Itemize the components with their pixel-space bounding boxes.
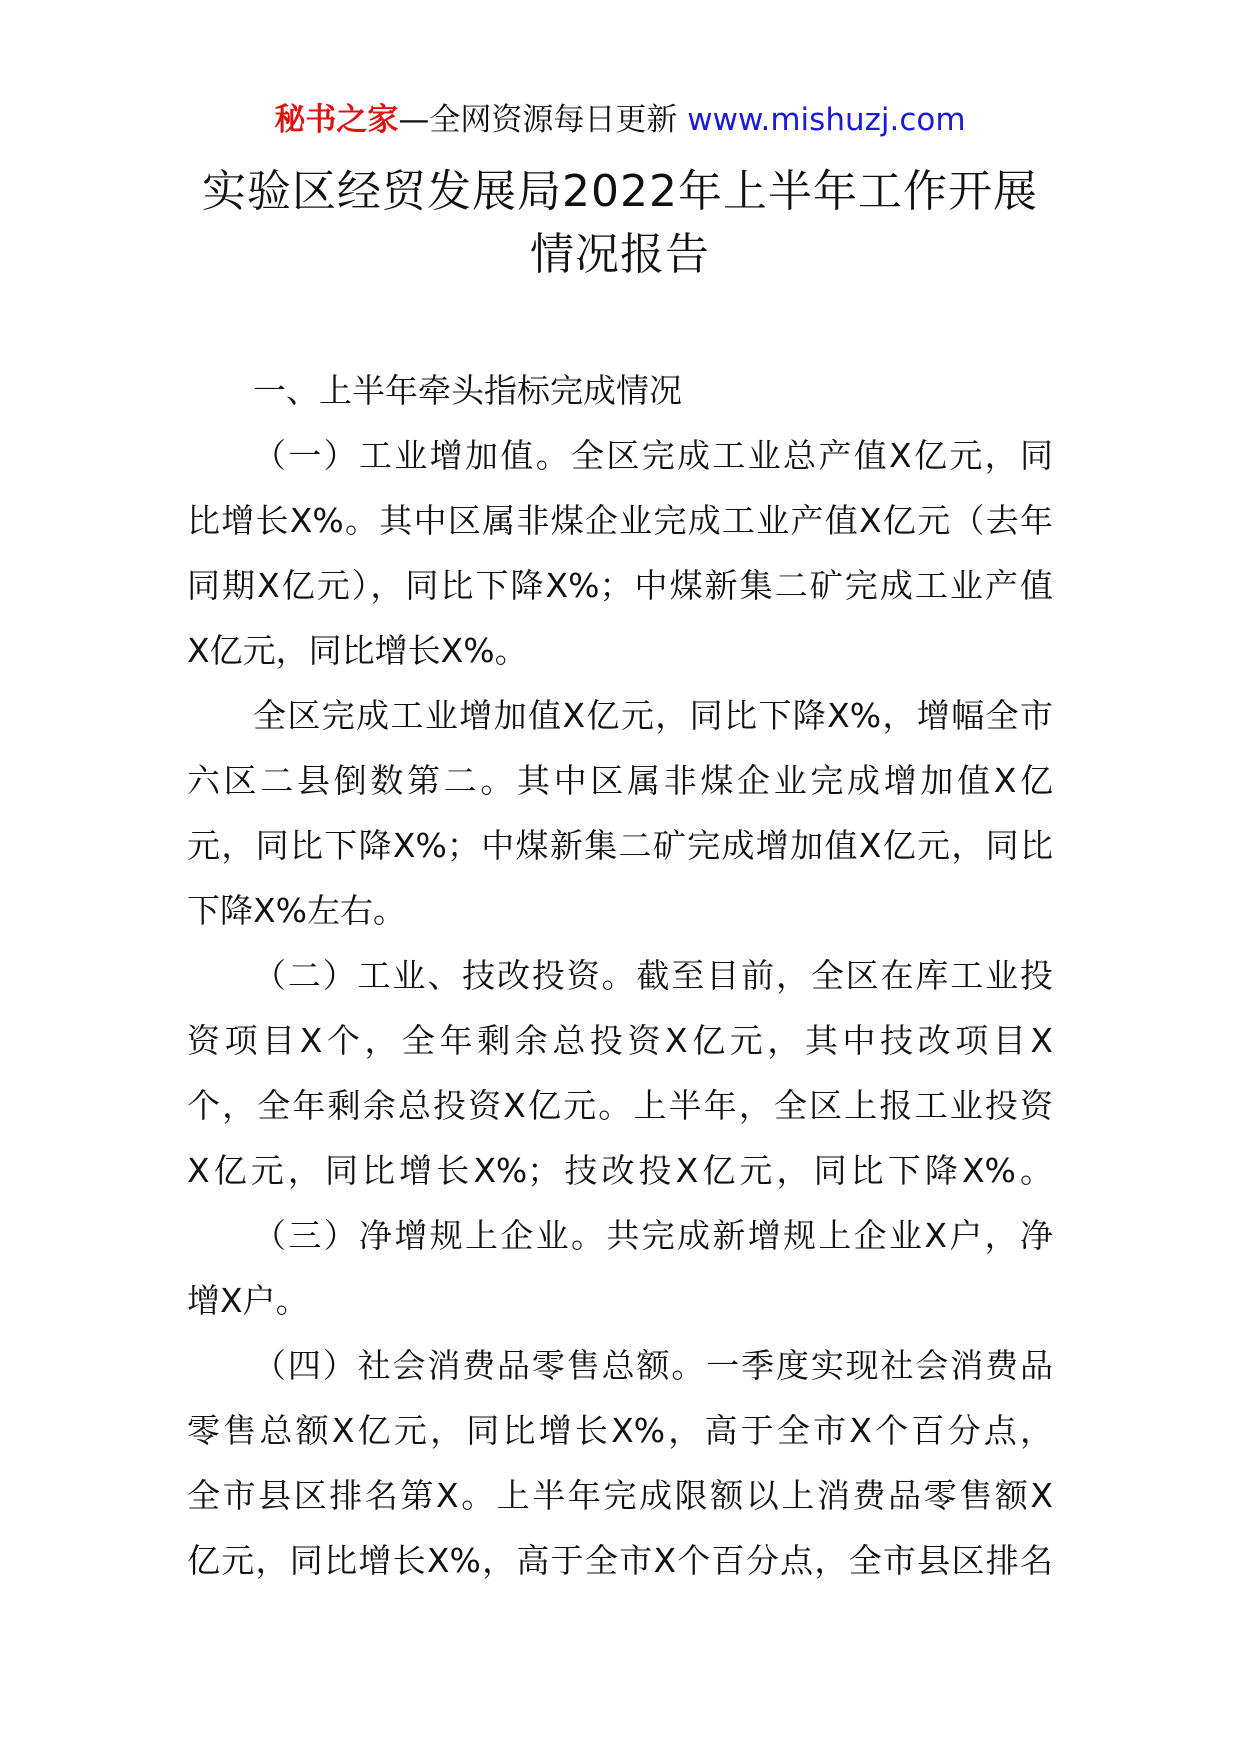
- body-line: 增X户。: [187, 1281, 309, 1320]
- document-title: [150, 160, 1090, 286]
- body-line: 亿元，同比增长X%，高于全市X个百分点，全市县区排名: [187, 1541, 1053, 1580]
- body-line: X亿元，同比增长X%。: [187, 631, 528, 670]
- body-line: 元，同比下降X%；中煤新集二矿完成增加值X亿元，同比: [187, 826, 1053, 865]
- body-line: 零售总额X亿元，同比增长X%，高于全市X个百分点，: [187, 1411, 1053, 1450]
- body-line: （四）社会消费品零售总额。一季度实现社会消费品: [253, 1346, 1053, 1385]
- body-line: （一）工业增加值。全区完成工业总产值X亿元，同: [253, 436, 1053, 475]
- brand-name: 秘书之家: [274, 102, 399, 138]
- body-line: 下降X%左右。: [187, 891, 406, 930]
- watermark-header: [0, 100, 1240, 140]
- section-heading: 一、上半年牵头指标完成情况: [253, 371, 682, 410]
- body-line: 全区完成工业增加值X亿元，同比下降X%，增幅全市: [253, 696, 1053, 735]
- body-line: X亿元，同比增长X%；技改投X亿元，同比下降X%。: [187, 1151, 1053, 1190]
- body-line: （二）工业、技改投资。截至目前，全区在库工业投: [253, 956, 1053, 995]
- document-body: [187, 358, 1053, 1593]
- title-line-1: 实验区经贸发展局2022年上半年工作开展: [202, 166, 1038, 217]
- body-line: （三）净增规上企业。共完成新增规上企业X户，净: [253, 1216, 1053, 1255]
- header-tagline: —全网资源每日更新: [398, 102, 678, 138]
- body-line: 六区二县倒数第二。其中区属非煤企业完成增加值X亿: [187, 761, 1053, 800]
- body-line: 资项目X个，全年剩余总投资X亿元，其中技改项目X: [187, 1021, 1053, 1060]
- body-line: 个，全年剩余总投资X亿元。上半年，全区上报工业投资: [187, 1086, 1053, 1125]
- site-url-link[interactable]: www.mishuzj.com: [687, 102, 966, 138]
- title-line-2: 情况报告: [530, 229, 710, 280]
- body-line: 同期X亿元），同比下降X%；中煤新集二矿完成工业产值: [187, 566, 1053, 605]
- body-line: 比增长X%。其中区属非煤企业完成工业产值X亿元（去年: [187, 501, 1053, 540]
- body-line: 全市县区排名第X。上半年完成限额以上消费品零售额X: [187, 1476, 1053, 1515]
